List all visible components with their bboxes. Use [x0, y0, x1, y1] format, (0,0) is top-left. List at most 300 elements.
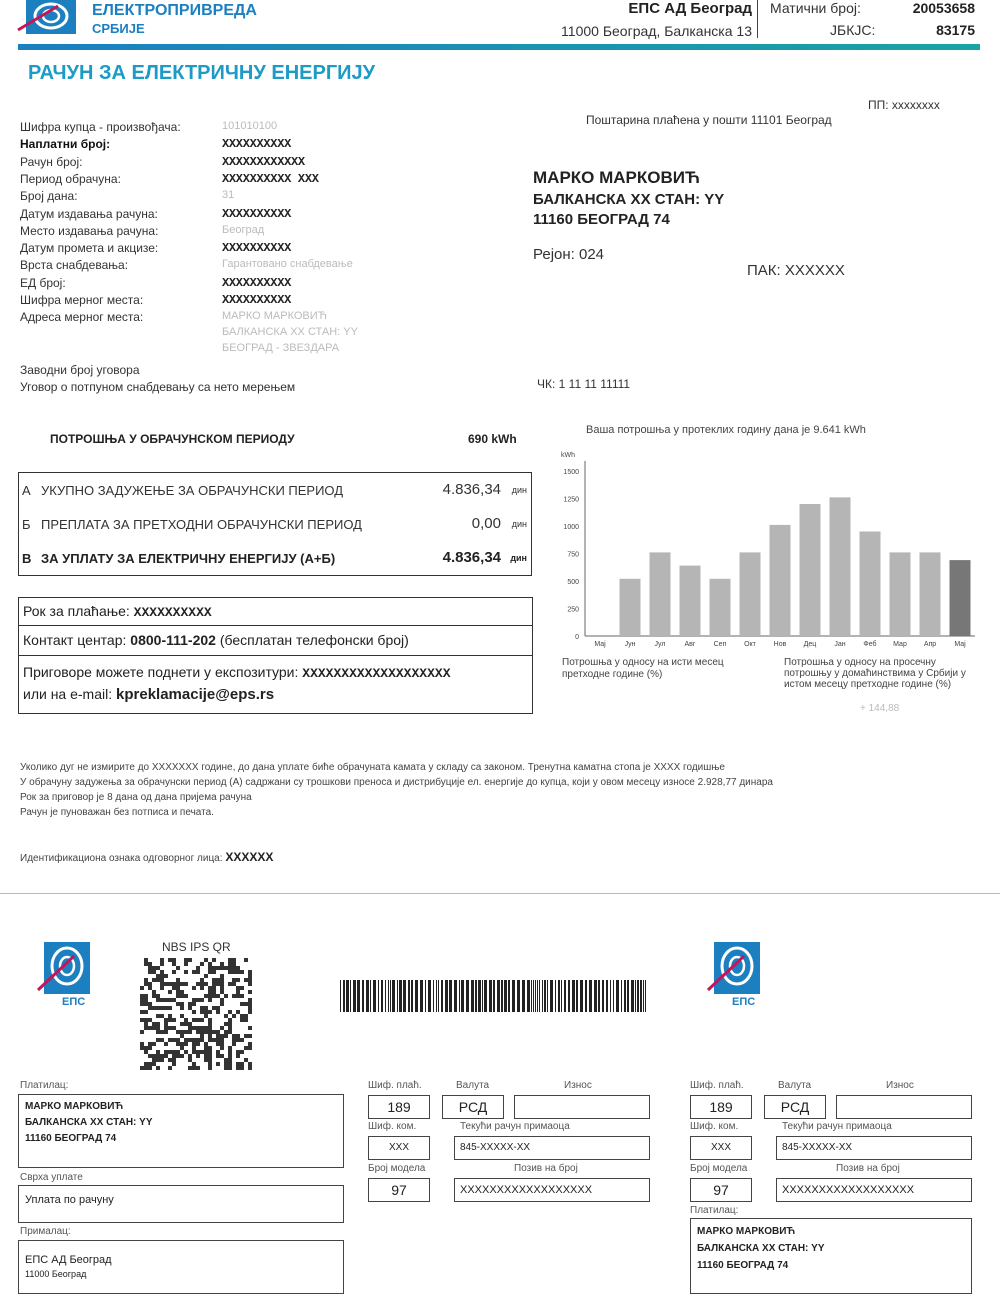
qr-module: [200, 962, 204, 966]
meter-address-line2: БАЛКАНСКА XX СТАН: YY: [222, 326, 358, 338]
y-tick-label: 1500: [563, 469, 579, 476]
qr-module: [192, 1010, 196, 1014]
barcode-bar: [436, 980, 437, 1012]
qr-module: [200, 982, 204, 986]
barcode-bar: [408, 980, 410, 1012]
qr-module: [184, 1018, 188, 1022]
qr-label: NBS IPS QR: [162, 940, 231, 954]
qr-module: [240, 1062, 244, 1066]
info-label: Место издавања рачуна:: [20, 223, 159, 238]
qr-module: [144, 1050, 148, 1054]
qr-module: [204, 982, 208, 986]
barcode-bar: [572, 980, 575, 1012]
qr-module: [156, 994, 160, 998]
recipient-pak: ПАК: XXXXXX: [747, 262, 845, 279]
consumption-label: ПОТРОШЊА У ОБРАЧУНСКОМ ПЕРИОДУ: [50, 432, 295, 446]
payer-label: Платилац:: [20, 1080, 69, 1091]
qr-module: [216, 978, 220, 982]
right-currency-field[interactable]: [764, 1095, 826, 1119]
qr-module: [248, 1062, 252, 1066]
x-tick-label: Мар: [893, 641, 907, 648]
chart-bar: [710, 579, 731, 636]
qr-module: [192, 998, 196, 1002]
qr-module: [232, 1034, 236, 1038]
qr-module: [160, 986, 164, 990]
info-label: Адреса мерног места:: [20, 310, 144, 325]
qr-module: [160, 1014, 164, 1018]
barcode-bar: [471, 980, 474, 1012]
qr-module: [240, 1002, 244, 1006]
qr-module: [152, 994, 156, 998]
qr-module: [192, 1046, 196, 1050]
right-reference-field[interactable]: [776, 1178, 972, 1202]
qr-module: [180, 1006, 184, 1010]
receiver-city: 11000 Београд: [25, 1269, 87, 1279]
qr-module: [228, 1050, 232, 1054]
qr-module: [248, 998, 252, 1002]
info-label: ЕД број:: [20, 275, 66, 290]
qr-module: [192, 1038, 196, 1042]
barcode: [340, 980, 648, 1012]
mb-value: 20053658: [912, 0, 975, 16]
qr-module: [180, 982, 184, 986]
barcode-bar: [637, 980, 639, 1012]
mid-reference-field-value: XXXXXXXXXXXXXXXXXX: [460, 1184, 593, 1196]
barcode-bar: [533, 980, 534, 1012]
qr-module: [208, 1010, 212, 1014]
qr-module: [220, 966, 224, 970]
qr-module: [208, 1026, 212, 1030]
barcode-bar: [547, 980, 548, 1012]
payment-box: [18, 597, 533, 714]
barcode-bar: [613, 980, 614, 1012]
qr-module: [212, 958, 216, 962]
qr-module: [180, 1042, 184, 1046]
qr-module: [200, 998, 204, 1002]
qr-module: [144, 1010, 148, 1014]
contact-phone: 0800-111-202: [130, 632, 216, 648]
qr-module: [232, 994, 236, 998]
receiver-field[interactable]: [18, 1240, 344, 1294]
x-tick-label: Феб: [863, 641, 877, 648]
barcode-bar: [610, 980, 611, 1012]
mid-amount-field[interactable]: [514, 1095, 650, 1119]
slip-logo-left-text: ЕПС: [62, 996, 86, 1008]
consumption-value: 690 kWh: [468, 432, 517, 446]
qr-module: [184, 962, 188, 966]
qr-module: [200, 1030, 204, 1034]
qr-module: [216, 1050, 220, 1054]
email-link[interactable]: kpreklamacije@eps.rs: [116, 686, 275, 703]
qr-module: [220, 986, 224, 990]
barcode-bar: [366, 980, 369, 1012]
qr-module: [216, 1038, 220, 1042]
qr-module: [216, 1054, 220, 1058]
qr-module: [160, 1006, 164, 1010]
qr-module: [144, 998, 148, 1002]
qr-module: [228, 1066, 232, 1070]
chart-bar: [860, 532, 881, 637]
qr-module: [180, 990, 184, 994]
barcode-bar: [411, 980, 413, 1012]
qr-module: [144, 1062, 148, 1066]
qr-module: [204, 1046, 208, 1050]
qr-module: [168, 998, 172, 1002]
mid-model-label: Број модела: [368, 1163, 426, 1174]
barcode-bar: [561, 980, 562, 1012]
qr-module: [168, 1014, 172, 1018]
barcode-bar: [501, 980, 503, 1012]
barcode-bar: [420, 980, 423, 1012]
barcode-bar: [627, 980, 629, 1012]
summary-amount: 4.836,34: [442, 549, 501, 566]
payer-field[interactable]: [18, 1094, 344, 1168]
info-value: XXXXXXXXXX: [222, 241, 292, 256]
barcode-bar: [643, 980, 644, 1012]
info-value: 101010100: [222, 120, 278, 132]
qr-module: [208, 998, 212, 1002]
qr-module: [208, 1030, 212, 1034]
qr-module: [248, 974, 252, 978]
qr-module: [192, 970, 196, 974]
qr-module: [160, 974, 164, 978]
info-label: Шифра купца - произвођача:: [20, 120, 181, 134]
qr-module: [188, 1066, 192, 1070]
qr-module: [144, 1018, 148, 1022]
summary-letter: Б: [22, 517, 31, 532]
receiver-name: ЕПС АД Београд: [25, 1254, 112, 1266]
company-block: [520, 0, 752, 39]
x-tick-label: Мај: [954, 641, 966, 648]
summary-box: [18, 472, 532, 576]
qr-module: [192, 1002, 196, 1006]
qr-module: [200, 1050, 204, 1054]
qr-module: [244, 1014, 248, 1018]
qr-module: [200, 1010, 204, 1014]
right-model-field[interactable]: [690, 1178, 752, 1202]
qr-module: [192, 1042, 196, 1046]
purpose-label: Сврха уплате: [20, 1172, 83, 1183]
mid-currency-label: Валута: [456, 1080, 490, 1091]
qr-module: [144, 994, 148, 998]
x-tick-label: Јул: [654, 641, 666, 648]
qr-module: [216, 966, 220, 970]
barcode-bar: [624, 980, 626, 1012]
barcode-bar: [441, 980, 443, 1012]
qr-module: [180, 1054, 184, 1058]
qr-module: [160, 1058, 164, 1062]
postage-text: Поштарина плаћена у пошти 11101 Београд: [586, 113, 832, 127]
qr-module: [244, 958, 248, 962]
qr-module: [156, 1014, 160, 1018]
qr-module: [192, 1050, 196, 1054]
barcode-bar: [542, 980, 543, 1012]
responsible-label: Идентификациона ознака одговорног лица:: [20, 853, 223, 864]
barcode-bar: [522, 980, 525, 1012]
qr-module: [236, 1010, 240, 1014]
qr-module: [168, 1066, 172, 1070]
contact-row: [19, 626, 532, 656]
brand-line2: СРБИЈЕ: [92, 21, 145, 36]
notes: [20, 760, 980, 820]
qr-module: [140, 1018, 144, 1022]
right-amount-field[interactable]: [836, 1095, 972, 1119]
barcode-bar: [482, 980, 483, 1012]
qr-module: [152, 1058, 156, 1062]
contract-block: [20, 362, 295, 396]
qr-module: [196, 1066, 200, 1070]
right-reference-label: Позив на број: [836, 1163, 900, 1174]
qr-module: [188, 1030, 192, 1034]
barcode-bar: [475, 980, 477, 1012]
qr-module: [228, 1010, 232, 1014]
qr-module: [160, 1038, 164, 1042]
right-account-field[interactable]: [776, 1136, 972, 1160]
barcode-bar: [346, 980, 349, 1012]
qr-module: [236, 994, 240, 998]
qr-module: [140, 994, 144, 998]
mid-commission-field[interactable]: [368, 1136, 430, 1160]
qr-module: [152, 1054, 156, 1058]
qr-module: [144, 1022, 148, 1026]
qr-module: [144, 978, 148, 982]
qr-module: [228, 1022, 232, 1026]
barcode-bar: [353, 980, 356, 1012]
postage-pp: ПП: xxxxxxxx: [868, 98, 940, 112]
note-complaint-deadline: Рок за приговор је 8 дана од дана пријема рачуна: [20, 792, 252, 803]
right-payer-field[interactable]: [690, 1218, 972, 1294]
qr-module: [248, 1002, 252, 1006]
qr-module: [208, 1038, 212, 1042]
qr-module: [180, 994, 184, 998]
summary-letter: А: [22, 483, 31, 498]
qr-module: [232, 1038, 236, 1042]
qr-module: [168, 1026, 172, 1030]
qr-module: [224, 1022, 228, 1026]
right-model-label: Број модела: [690, 1163, 748, 1174]
right-account-label: Текући рачун примаоца: [782, 1121, 892, 1132]
header-bar: [18, 44, 980, 50]
qr-module: [212, 978, 216, 982]
meter-address-line3: БЕОГРАД - ЗВЕЗДАРА: [222, 342, 340, 354]
summary-amount: 4.836,34: [442, 481, 501, 498]
qr-module: [248, 1010, 252, 1014]
purpose-field[interactable]: [18, 1185, 344, 1223]
qr-module: [228, 958, 232, 962]
qr-module: [160, 958, 164, 962]
qr-module: [240, 1066, 244, 1070]
qr-module: [152, 970, 156, 974]
qr-module: [232, 982, 236, 986]
barcode-bar: [449, 980, 452, 1012]
mid-model-field[interactable]: [368, 1178, 430, 1202]
qr-module: [196, 998, 200, 1002]
qr-module: [228, 1058, 232, 1062]
qr-module: [148, 982, 152, 986]
barcode-bar: [392, 980, 395, 1012]
right-payer-city: 11160 БЕОГРАД 74: [697, 1260, 789, 1271]
qr-module: [204, 1014, 208, 1018]
barcode-bar: [428, 980, 431, 1012]
summary-label: ПРЕПЛАТА ЗА ПРЕТХОДНИ ОБРАЧУНСКИ ПЕРИОД: [41, 517, 362, 532]
qr-module: [152, 978, 156, 982]
summary-row: [19, 549, 531, 573]
contract-type: Уговор о потпуном снабдевању са нето мерењем: [20, 380, 296, 394]
qr-module: [208, 990, 212, 994]
info-row: [20, 224, 520, 241]
responsible-person: [20, 850, 273, 864]
qr-module: [232, 1014, 236, 1018]
receiver-label: Прималац:: [20, 1226, 71, 1237]
qr-module: [216, 982, 220, 986]
mb-label: Матични број:: [770, 0, 861, 16]
qr-module: [220, 1046, 224, 1050]
qr-module: [168, 1018, 172, 1022]
qr-module: [208, 1054, 212, 1058]
qr-module: [240, 1018, 244, 1022]
qr-module: [208, 966, 212, 970]
qr-module: [176, 1054, 180, 1058]
qr-module: [172, 1026, 176, 1030]
mid-reference-field[interactable]: [454, 1178, 650, 1202]
qr-module: [184, 1042, 188, 1046]
qr-module: [184, 994, 188, 998]
qr-module: [180, 1030, 184, 1034]
qr-module: [176, 990, 180, 994]
qr-module: [164, 998, 168, 1002]
page-title: РАЧУН ЗА ЕЛЕКТРИЧНУ ЕНЕРГИЈУ: [28, 62, 376, 84]
qr-module: [240, 1038, 244, 1042]
qr-module: [156, 998, 160, 1002]
deadline-row: [19, 598, 532, 626]
qr-module: [220, 1002, 224, 1006]
qr-module: [236, 978, 240, 982]
mid-account-field-value: 845-XXXXX-XX: [460, 1142, 531, 1153]
right-reference-field-value: XXXXXXXXXXXXXXXXXX: [782, 1184, 915, 1196]
qr-module: [224, 1062, 228, 1066]
qr-module: [180, 1022, 184, 1026]
qr-module: [204, 1054, 208, 1058]
summary-unit: дин: [510, 553, 527, 563]
meter-address-extra: [222, 324, 358, 356]
qr-module: [216, 1042, 220, 1046]
qr-module: [200, 1034, 204, 1038]
qr-module: [248, 970, 252, 974]
qr-module: [176, 1030, 180, 1034]
barcode-bar: [397, 980, 398, 1012]
qr-module: [164, 1006, 168, 1010]
info-row: [20, 137, 520, 154]
qr-module: [208, 986, 212, 990]
note-transmission: У обрачуну задужења за обрачунски период (А) садржани су трошкови преноса и дистрибуције ел. енергије до купца, који у овом месецу износе 2.928,77 динара: [20, 777, 773, 788]
summary-label: ЗА УПЛАТУ ЗА ЕЛЕКТРИЧНУ ЕНЕРГИЈУ (А+Б): [41, 551, 336, 566]
qr-module: [144, 1002, 148, 1006]
registration-block: [770, 0, 975, 38]
barcode-bar: [343, 980, 345, 1012]
qr-module: [204, 1042, 208, 1046]
mid-currency-field[interactable]: [442, 1095, 504, 1119]
qr-module: [176, 982, 180, 986]
qr-module: [228, 1026, 232, 1030]
qr-module: [216, 1006, 220, 1010]
deadline-label: Рок за плаћање:: [23, 603, 130, 619]
mid-code-field[interactable]: [368, 1095, 430, 1119]
qr-module: [228, 966, 232, 970]
qr-module: [176, 966, 180, 970]
qr-module: [248, 990, 252, 994]
purpose-value: Уплата по рачуну: [25, 1194, 114, 1206]
barcode-bar: [466, 980, 469, 1012]
qr-module: [148, 962, 152, 966]
right-code-field[interactable]: [690, 1095, 752, 1119]
mid-currency-field-value: РСД: [458, 1099, 488, 1115]
info-row: [20, 258, 520, 275]
barcode-bar: [504, 980, 507, 1012]
summary-amount: 0,00: [471, 515, 501, 532]
barcode-bar: [378, 980, 379, 1012]
qr-module: [176, 986, 180, 990]
right-commission-field[interactable]: [690, 1136, 752, 1160]
right-payer-label: Платилац:: [690, 1205, 739, 1216]
barcode-bar: [461, 980, 464, 1012]
barcode-bar: [373, 980, 376, 1012]
jbkjs-value: 83175: [936, 22, 975, 38]
qr-module: [236, 966, 240, 970]
qr-module: [232, 1042, 236, 1046]
qr-module: [208, 1066, 212, 1070]
qr-module: [180, 1046, 184, 1050]
barcode-bar: [631, 980, 634, 1012]
brand-line1: ЕЛЕКТРОПРИВРЕДА: [92, 2, 257, 19]
qr-module: [156, 1054, 160, 1058]
qr-module: [228, 970, 232, 974]
qr-module: [204, 958, 208, 962]
qr-module: [220, 982, 224, 986]
qr-module: [172, 958, 176, 962]
qr-module: [220, 990, 224, 994]
info-value: XXXXXXXXXX: [222, 293, 292, 307]
qr-module: [160, 1054, 164, 1058]
qr-module: [196, 1042, 200, 1046]
qr-module: [204, 1030, 208, 1034]
qr-module: [220, 978, 224, 982]
barcode-bar: [564, 980, 566, 1012]
info-row: [20, 189, 520, 206]
qr-module: [148, 970, 152, 974]
qr-module: [168, 1038, 172, 1042]
barcode-bar: [527, 980, 530, 1012]
barcode-bar: [580, 980, 583, 1012]
qr-module: [184, 982, 188, 986]
qr-module: [160, 970, 164, 974]
qr-module: [228, 1062, 232, 1066]
right-currency-label: Валута: [778, 1080, 812, 1091]
qr-module: [228, 1046, 232, 1050]
barcode-bar: [459, 980, 460, 1012]
barcode-bar: [616, 980, 619, 1012]
qr-module: [156, 974, 160, 978]
qr-module: [156, 1026, 160, 1030]
info-label: Датум издавања рачуна:: [20, 206, 158, 221]
x-tick-label: Мај: [594, 641, 606, 648]
right-account-field-value: 845-XXXXX-XX: [782, 1142, 853, 1153]
mid-account-field[interactable]: [454, 1136, 650, 1160]
qr-module: [148, 986, 152, 990]
barcode-bar: [399, 980, 402, 1012]
barcode-bar: [539, 980, 540, 1012]
qr-module: [156, 1066, 160, 1070]
qr-module: [168, 1006, 172, 1010]
